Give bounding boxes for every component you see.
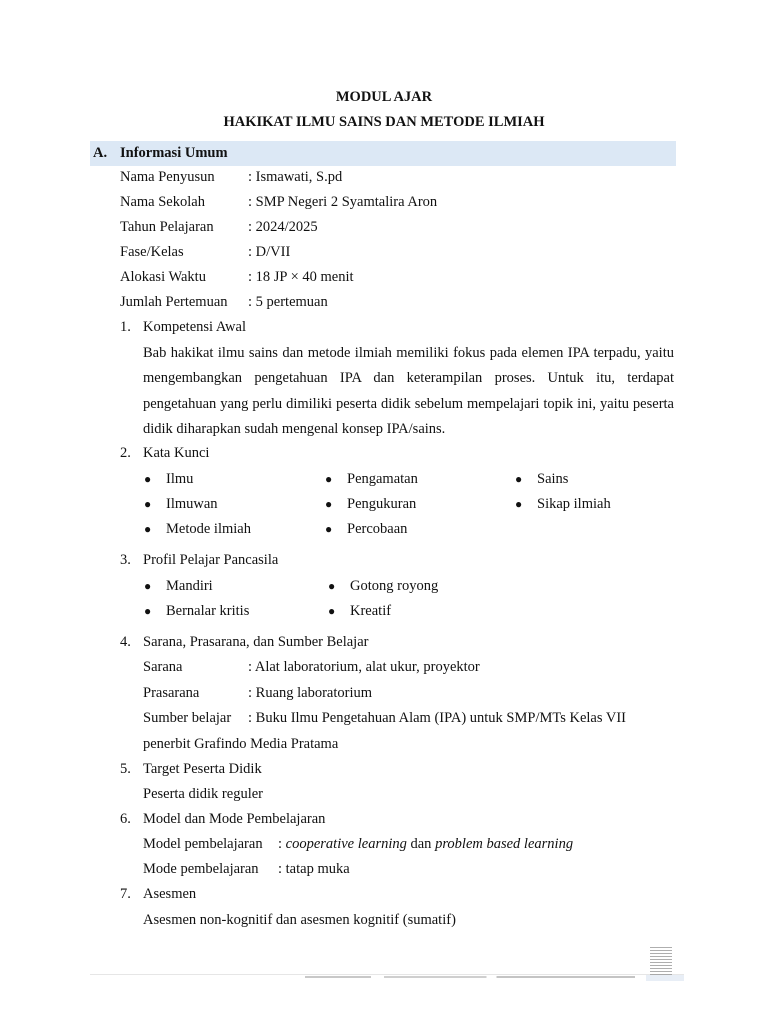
info-value: : 5 pertemuan <box>248 294 328 310</box>
profile-item: ● Kreatif <box>350 602 391 620</box>
info-label: Nama Sekolah <box>120 194 205 210</box>
item-heading-kompetensi-awal: Kompetensi Awal <box>143 319 246 335</box>
info-label: Nama Penyusun <box>120 169 215 185</box>
target-text: Peserta didik reguler <box>143 786 263 802</box>
item-number: 5. <box>120 761 131 777</box>
keyword-item: ● Pengamatan <box>347 470 418 488</box>
info-label: Tahun Pelajaran <box>120 219 214 235</box>
item-number: 2. <box>120 445 131 461</box>
item-heading-profil-pelajar: Profil Pelajar Pancasila <box>143 552 279 568</box>
model-value-2: problem based learning <box>435 836 574 852</box>
item-number: 7. <box>120 886 131 902</box>
document-subtitle: HAKIKAT ILMU SAINS DAN METODE ILMIAH <box>223 114 545 130</box>
info-value: : 2024/2025 <box>248 219 318 235</box>
model-value <box>278 835 573 853</box>
item-heading-target: Target Peserta Didik <box>143 761 262 777</box>
model-label: Model pembelajaran <box>143 836 263 852</box>
page-footer-strip <box>305 976 635 978</box>
page-thumbnail-icon[interactable] <box>650 947 672 975</box>
model-join: dan <box>406 836 436 852</box>
item-number: 4. <box>120 634 131 650</box>
item-number: 6. <box>120 811 131 827</box>
resource-label: Sumber belajar <box>143 710 232 726</box>
resource-label: Sarana <box>143 659 183 675</box>
item-heading-sarana: Sarana, Prasarana, dan Sumber Belajar <box>143 634 369 650</box>
info-label: Fase/Kelas <box>120 244 184 260</box>
resource-value: : Ruang laboratorium <box>248 685 373 701</box>
keyword-item: ● Percobaan <box>347 520 407 538</box>
asesmen-text: Asesmen non-kognitif dan asesmen kognitif (sumatif) <box>143 912 456 928</box>
item-number: 3. <box>120 552 131 568</box>
keyword-item: ● Ilmuwan <box>166 495 218 513</box>
profile-item: ● Bernalar kritis <box>166 602 249 620</box>
model-colon: : <box>278 836 286 852</box>
info-label: Jumlah Pertemuan <box>120 294 228 310</box>
info-value: : Ismawati, S.pd <box>248 169 343 185</box>
info-label: Alokasi Waktu <box>120 269 206 285</box>
info-value: : 18 JP × 40 menit <box>248 269 354 285</box>
resource-continuation: penerbit Grafindo Media Pratama <box>143 736 339 752</box>
kompetensi-awal-paragraph: Bab hakikat ilmu sains dan metode ilmiah memiliki fokus pada elemen IPA terpadu, yaitu mengembangkan pengetahuan IPA dan keterampilan proses. Untuk itu, terdapat pengetahuan yang perlu dimiliki peserta didik sebelum mempelajari topik ini, yaitu peserta didik diharapkan sudah mengenal konsep IPA/sains. <box>143 345 674 437</box>
item-heading-model: Model dan Mode Pembelajaran <box>143 811 326 827</box>
keyword-item: ● Pengukuran <box>347 495 416 513</box>
page-footer-rule <box>90 974 684 975</box>
item-heading-asesmen: Asesmen <box>143 886 197 902</box>
model-value-1: cooperative learning <box>285 836 407 852</box>
document-title: MODUL AJAR <box>335 89 433 105</box>
info-value: : SMP Negeri 2 Syamtalira Aron <box>248 194 438 210</box>
keyword-item: ● Sikap ilmiah <box>537 495 611 513</box>
keyword-item: ● Sains <box>537 470 568 488</box>
item-number: 1. <box>120 319 131 335</box>
info-value: : D/VII <box>248 244 291 260</box>
keyword-item: ● Ilmu <box>166 470 193 488</box>
profile-item: ● Gotong royong <box>350 577 438 595</box>
keyword-item: ● Metode ilmiah <box>166 520 251 538</box>
resource-label: Prasarana <box>143 685 200 701</box>
section-a-marker: A. <box>93 145 108 161</box>
mode-value: : tatap muka <box>278 861 350 877</box>
mode-label: Mode pembelajaran <box>143 861 259 877</box>
resource-value: : Buku Ilmu Pengetahuan Alam (IPA) untuk SMP/MTs Kelas VII <box>248 710 626 726</box>
resource-value: : Alat laboratorium, alat ukur, proyektor <box>248 659 480 675</box>
profile-item: ● Mandiri <box>166 577 213 595</box>
item-heading-kata-kunci: Kata Kunci <box>143 445 210 461</box>
page-thumbnail-tab[interactable] <box>646 975 684 981</box>
section-a-heading: Informasi Umum <box>120 145 228 161</box>
